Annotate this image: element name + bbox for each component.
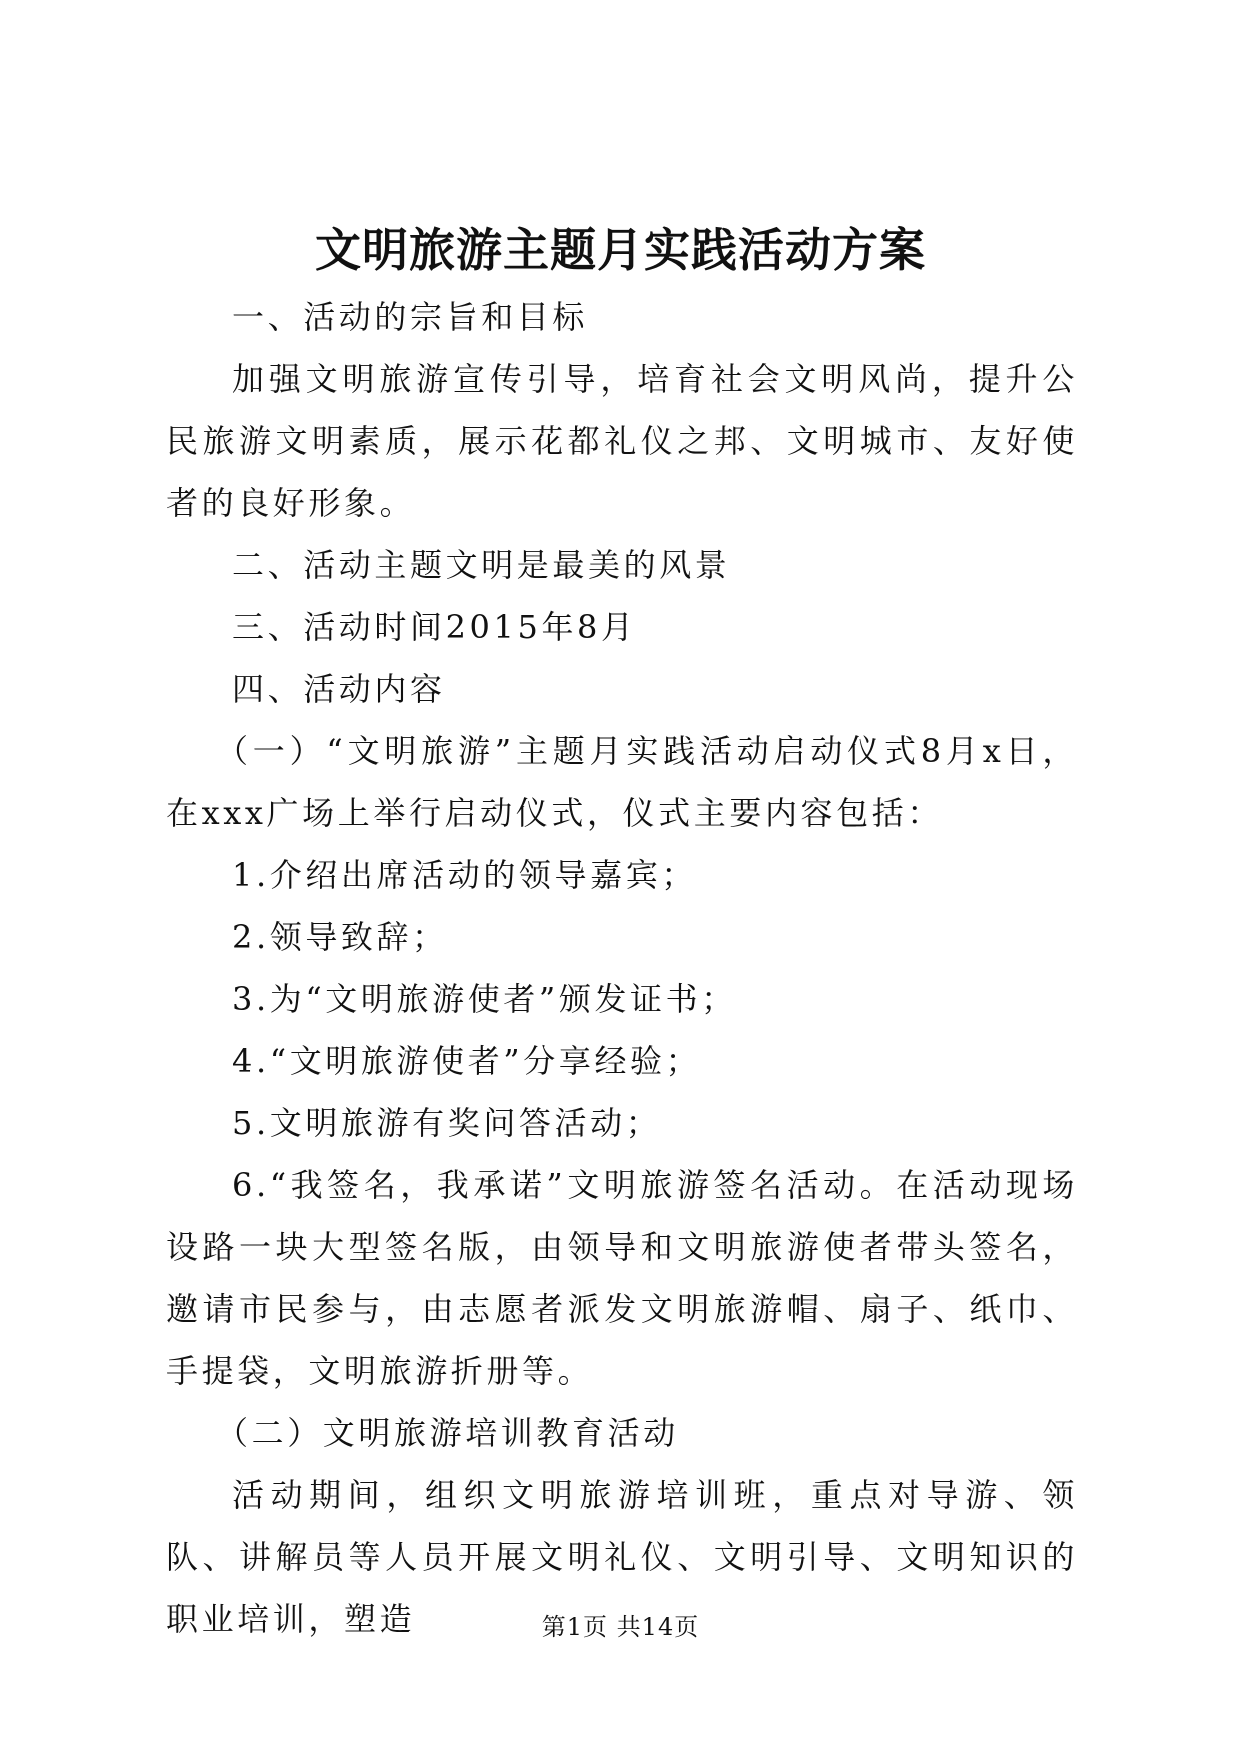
section-heading-4: 四、活动内容	[232, 670, 446, 708]
list-item-1: 1.介绍出席活动的领导嘉宾；	[232, 856, 697, 894]
section-heading-1: 一、活动的宗旨和目标	[232, 298, 589, 336]
list-item-2: 2.领导致辞；	[232, 918, 448, 956]
subsection-1: （一）“文明旅游”主题月实践活动启动仪式8月x日，在xxx广场上举行启动仪式，仪式主要内容包括：	[166, 732, 1078, 832]
page-footer: 第1页 共14页	[541, 1613, 700, 1641]
list-item-3: 3.为“文明旅游使者”颁发证书；	[232, 980, 737, 1018]
section-heading-2: 二、活动主题文明是最美的风景	[232, 546, 731, 584]
document-title: 文明旅游主题月实践活动方案	[315, 223, 926, 277]
document-body	[166, 286, 1078, 1650]
section-heading-3: 三、活动时间2015年8月	[232, 608, 637, 646]
list-item-4: 4.“文明旅游使者”分享经验；	[232, 1042, 702, 1080]
list-item-5: 5.文明旅游有奖问答活动；	[232, 1104, 662, 1142]
paragraph-purpose: 加强文明旅游宣传引导，培育社会文明风尚，提升公民旅游文明素质，展示花都礼仪之邦、文明城市、友好使者的良好形象。	[166, 360, 1078, 522]
subsection-2: （二）文明旅游培训教育活动	[216, 1414, 679, 1452]
paragraph-training: 活动期间，组织文明旅游培训班，重点对导游、领队、讲解员等人员开展文明礼仪、文明引导、文明知识的职业培训，塑造	[166, 1476, 1078, 1638]
list-item-6: 6.“我签名，我承诺”文明旅游签名活动。在活动现场设路一块大型签名版，由领导和文明旅游使者带头签名，邀请市民参与，由志愿者派发文明旅游帽、扇子、纸巾、手提袋，文明旅游折册等。	[166, 1166, 1078, 1390]
